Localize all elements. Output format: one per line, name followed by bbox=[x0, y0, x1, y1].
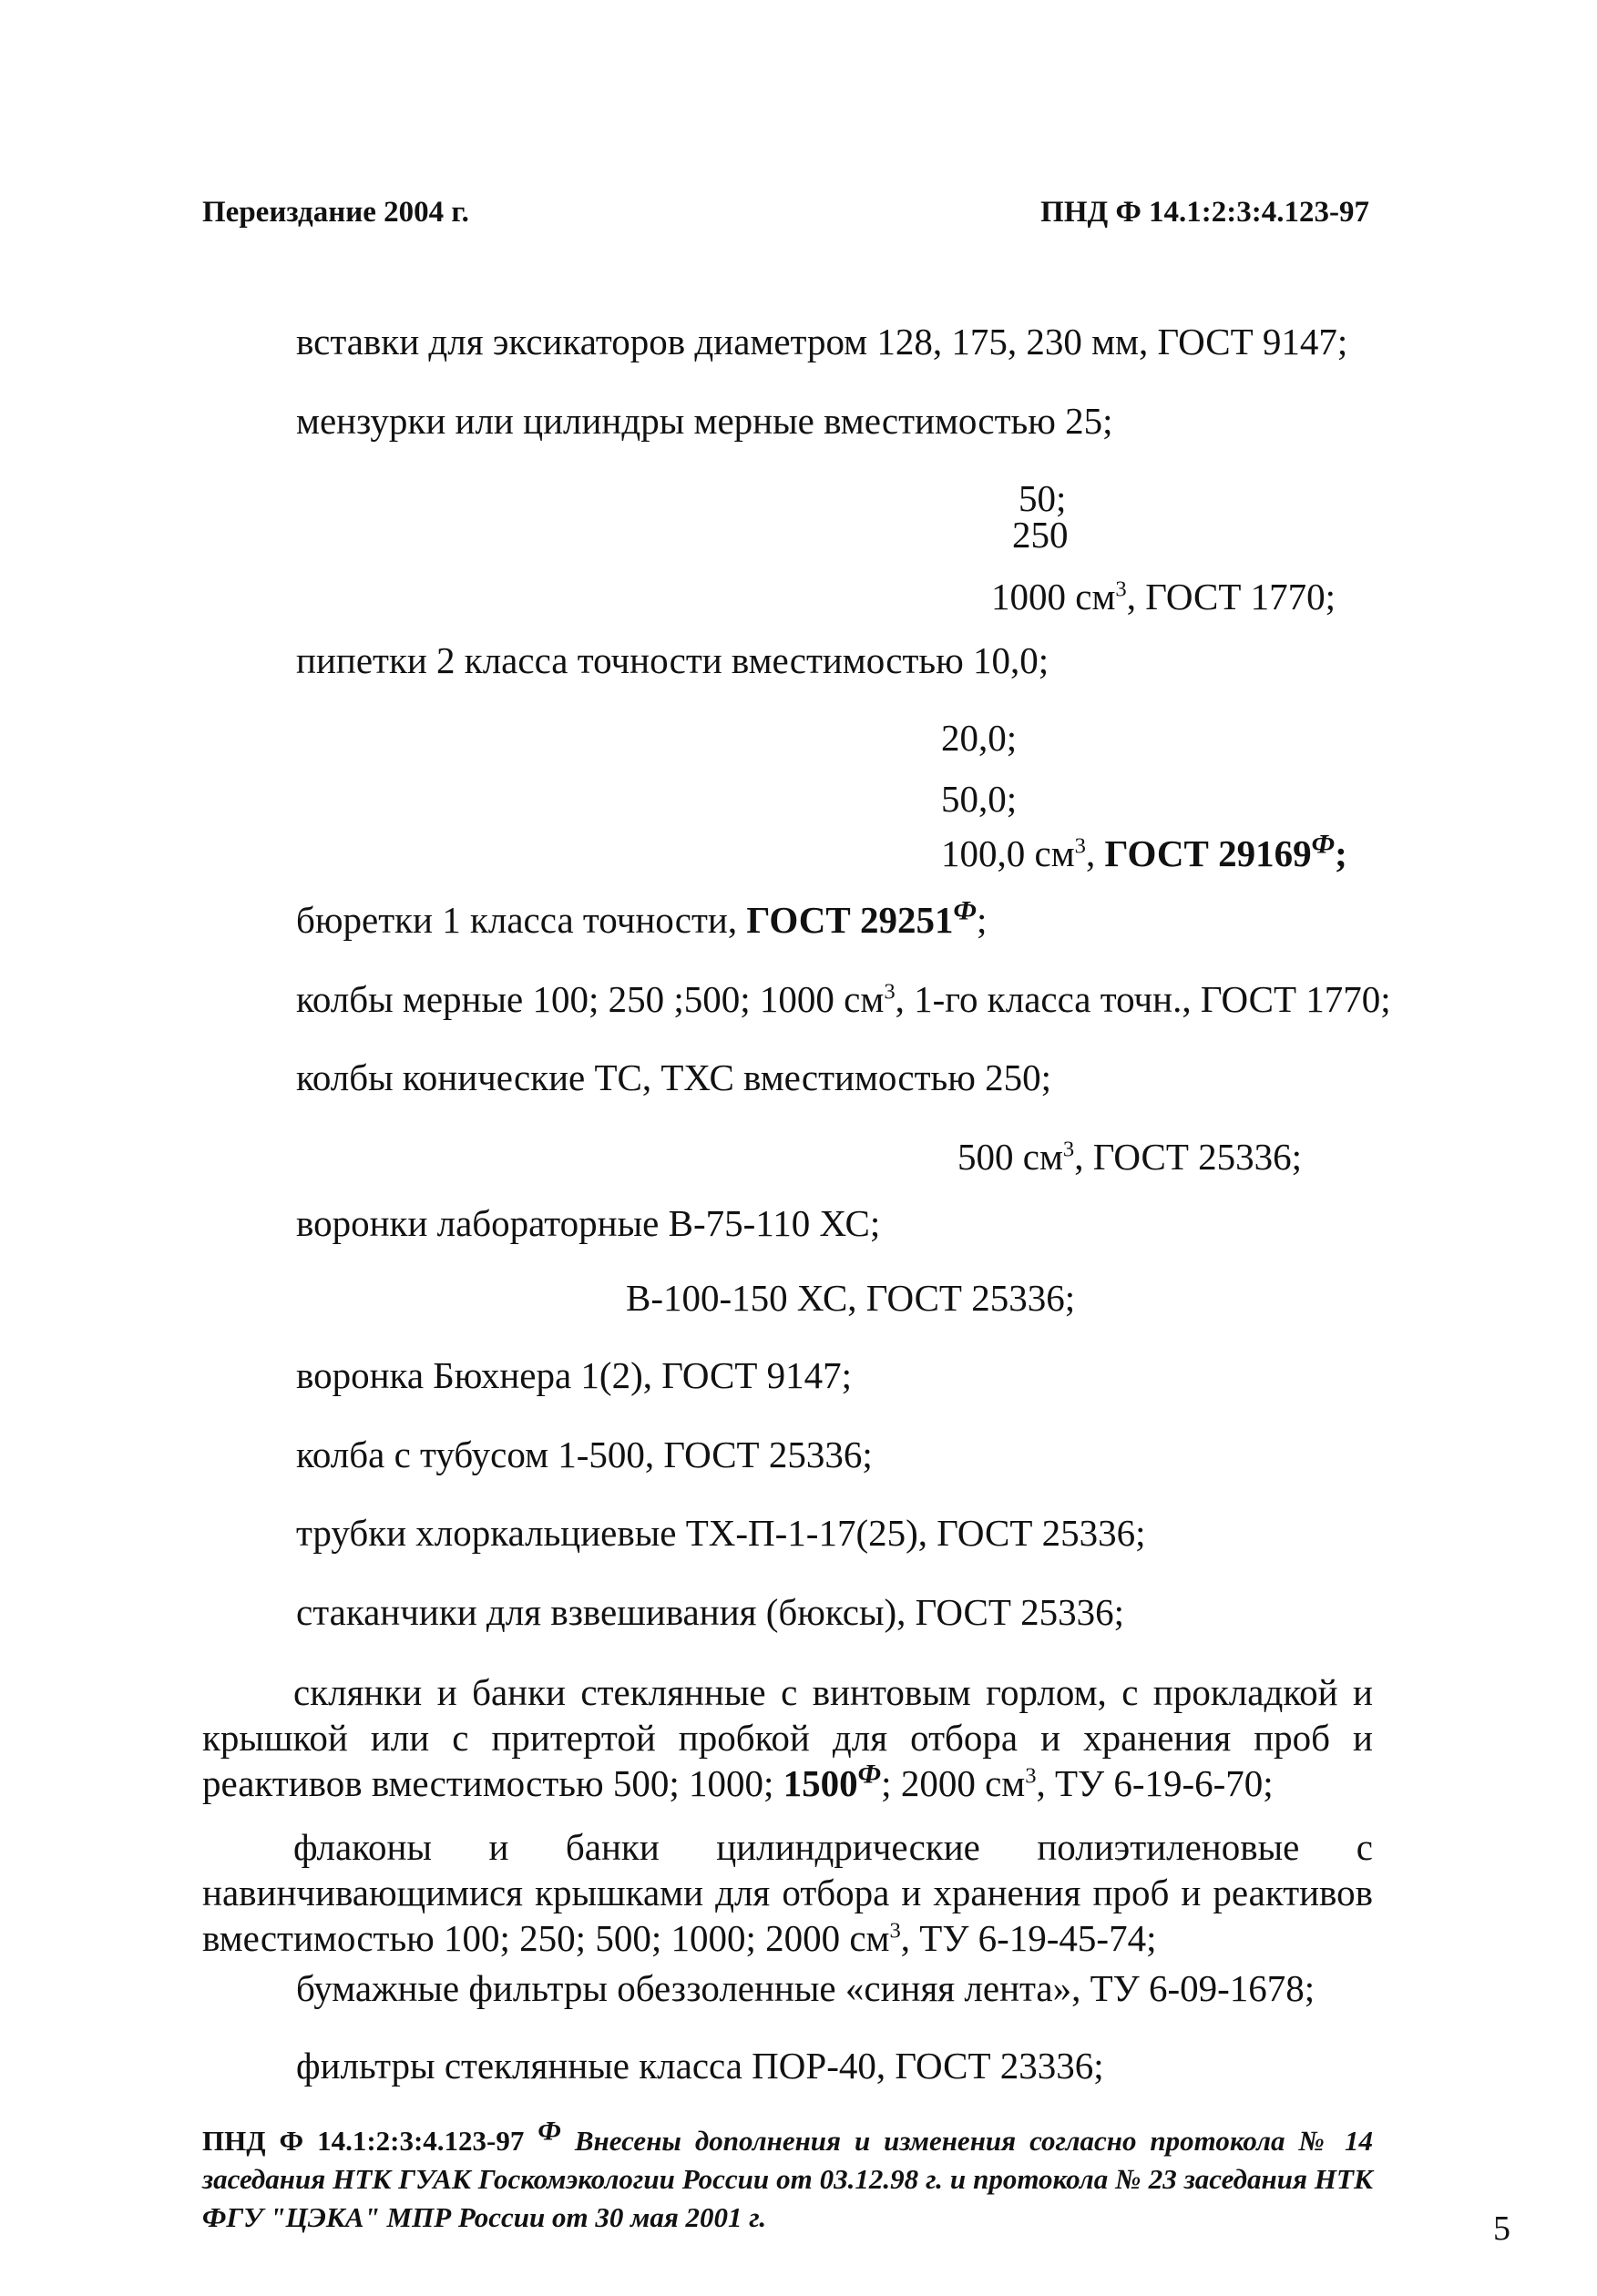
list-item: колбы конические ТС, ТХС вместимостью 250; bbox=[296, 1056, 1051, 1098]
text-fragment: ; bbox=[1335, 832, 1347, 874]
list-item: мензурки или цилиндры мерные вместимостью 25; bbox=[296, 400, 1113, 442]
page-number: 5 bbox=[1493, 2209, 1510, 2248]
list-item: колба с тубусом 1-500, ГОСТ 25336; bbox=[296, 1434, 873, 1475]
list-item: трубки хлоркальциевые ТХ-П-1-17(25), ГОСТ 25336; bbox=[296, 1512, 1146, 1554]
list-item: пипетки 2 класса точности вместимостью 10,0; bbox=[296, 639, 1049, 681]
header-edition: Переиздание 2004 г. bbox=[202, 196, 469, 229]
text-fragment: 1000 см bbox=[991, 576, 1116, 617]
text-fragment: , ГОСТ 25336; bbox=[1074, 1136, 1303, 1178]
list-item: 50; bbox=[1019, 477, 1067, 519]
superscript: 3 bbox=[889, 1918, 901, 1944]
header-document-code: ПНД Ф 14.1:2:3:4.123-97 bbox=[1040, 196, 1369, 229]
list-item: вставки для эксикаторов диаметром 128, 175, 230 мм, ГОСТ 9147; bbox=[296, 321, 1348, 362]
list-item: 20,0; bbox=[941, 717, 1018, 759]
text-fragment: 1500 bbox=[783, 1762, 858, 1804]
list-item: стаканчики для взвешивания (бюксы), ГОСТ 25336; bbox=[296, 1591, 1125, 1633]
list-item bbox=[296, 976, 1391, 1022]
text-fragment: , ТУ 6-19-6-70; bbox=[1036, 1762, 1274, 1804]
text-fragment: ГОСТ 29251 bbox=[746, 899, 954, 941]
superscript: 3 bbox=[1115, 577, 1127, 602]
list-item: воронка Бюхнера 1(2), ГОСТ 9147; bbox=[296, 1354, 853, 1396]
superscript: 3 bbox=[884, 979, 896, 1005]
list-item: воронки лабораторные В-75-110 ХС; bbox=[296, 1202, 881, 1244]
list-item bbox=[941, 831, 1347, 876]
text-fragment: ГОСТ 29169 bbox=[1104, 832, 1312, 874]
list-item: бумажные фильтры обеззоленные «синяя лента», ТУ 6-09-1678; bbox=[296, 1967, 1315, 2009]
text-fragment: ; bbox=[977, 899, 988, 941]
text-fragment: 500 см bbox=[957, 1136, 1063, 1178]
footnote-mark: Ф bbox=[1311, 829, 1336, 860]
text-fragment: , bbox=[1085, 832, 1105, 874]
text-fragment: , ТУ 6-19-45-74; bbox=[900, 1917, 1157, 1959]
footnote-code: ПНД Ф 14.1:2:3:4.123-97 bbox=[202, 2125, 525, 2157]
text-fragment: бюретки 1 класса точности, bbox=[296, 899, 747, 941]
footnote bbox=[202, 2116, 1374, 2237]
text-fragment: колбы мерные 100; 250 ;500; 1000 см bbox=[296, 978, 885, 1020]
text-fragment: 100,0 см bbox=[941, 832, 1075, 874]
list-item: В-100-150 ХС, ГОСТ 25336; bbox=[626, 1277, 1076, 1319]
superscript: 3 bbox=[1074, 833, 1086, 859]
list-item: фильтры стеклянные класса ПОР-40, ГОСТ 23336; bbox=[296, 2045, 1104, 2087]
text-fragment: , 1-го класса точн., ГОСТ 1770; bbox=[895, 978, 1391, 1020]
footnote-mark: Ф bbox=[537, 2116, 561, 2147]
footnote-mark: Ф bbox=[953, 895, 978, 926]
paragraph-bottles bbox=[202, 1669, 1373, 1806]
footnote-mark: Ф bbox=[857, 1759, 882, 1790]
list-item bbox=[957, 1134, 1302, 1179]
superscript: 3 bbox=[1062, 1137, 1075, 1162]
list-item bbox=[991, 574, 1336, 619]
list-item: 50,0; bbox=[941, 778, 1018, 820]
footnote-text: Внесены дополнения и изменения согласно протокола № 14 заседания НТК ГУАК Госкомэкологии России от 03.12.98 г. и протокола № 23 заседания НТК ФГУ "ЦЭКА" МПР России от 30 мая 2001 г. bbox=[202, 2125, 1374, 2233]
superscript: 3 bbox=[1025, 1763, 1037, 1789]
text-fragment: склянки и банки стеклянные с винтовым горлом, с прокладкой и крышкой или с притертой пробкой для отбора и хранения проб и реактивов вместимостью 500; 1000; bbox=[202, 1671, 1373, 1804]
text-fragment: , ГОСТ 1770; bbox=[1126, 576, 1336, 617]
paragraph-flasks bbox=[202, 1824, 1373, 1961]
list-item: 250 bbox=[1012, 514, 1069, 556]
text-fragment: флаконы и банки цилиндрические полиэтиленовые с навинчивающимися крышками для отбора и хранения проб и реактивов вместимостью 100; 250; 500; 1000; 2000 см bbox=[202, 1826, 1373, 1959]
text-fragment: ; 2000 см bbox=[881, 1762, 1026, 1804]
list-item bbox=[296, 897, 987, 943]
